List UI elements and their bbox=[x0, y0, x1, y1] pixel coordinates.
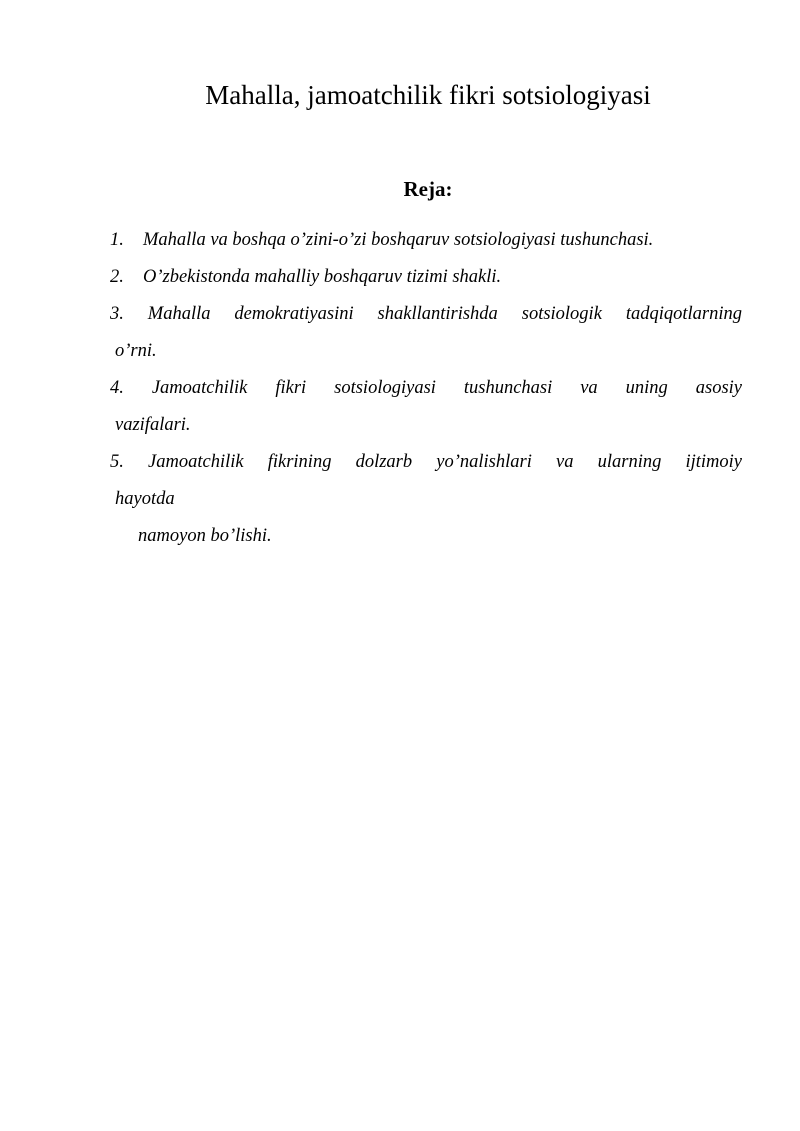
plan-item-3-line-2: o’rni. bbox=[115, 341, 157, 361]
plan-item-text: O’zbekistonda mahalliy boshqaruv tizimi shakli. bbox=[143, 267, 502, 287]
plan-item-4-line-1: 4. Jamoatchilik fikri sotsiologiyasi tushunchasi va uning asosiy bbox=[110, 378, 742, 398]
plan-item-number: 1. bbox=[110, 230, 124, 250]
plan-item-number: 2. bbox=[110, 267, 124, 287]
plan-item-5-line-2: hayotda bbox=[115, 489, 175, 509]
plan-item-5-line-1: 5. Jamoatchilik fikrining dolzarb yo’nalishlari va ularning ijtimoiy bbox=[110, 452, 742, 472]
page-title: Mahalla, jamoatchilik fikri sotsiologiyasi bbox=[205, 80, 651, 110]
plan-item-2 bbox=[110, 259, 742, 296]
plan-item-text: Mahalla va boshqa o’zini-o’zi boshqaruv sotsiologiyasi tushunchasi. bbox=[143, 230, 654, 250]
plan-list bbox=[110, 222, 742, 555]
plan-item-3-line-1: 3. Mahalla demokratiyasini shakllantirishda sotsiologik tadqiqotlarning bbox=[110, 304, 742, 324]
plan-item-1 bbox=[110, 222, 742, 259]
plan-item-5-line-3: namoyon bo’lishi. bbox=[138, 526, 272, 546]
plan-heading: Reja: bbox=[403, 177, 453, 201]
plan-item-4-line-2: vazifalari. bbox=[115, 415, 191, 435]
